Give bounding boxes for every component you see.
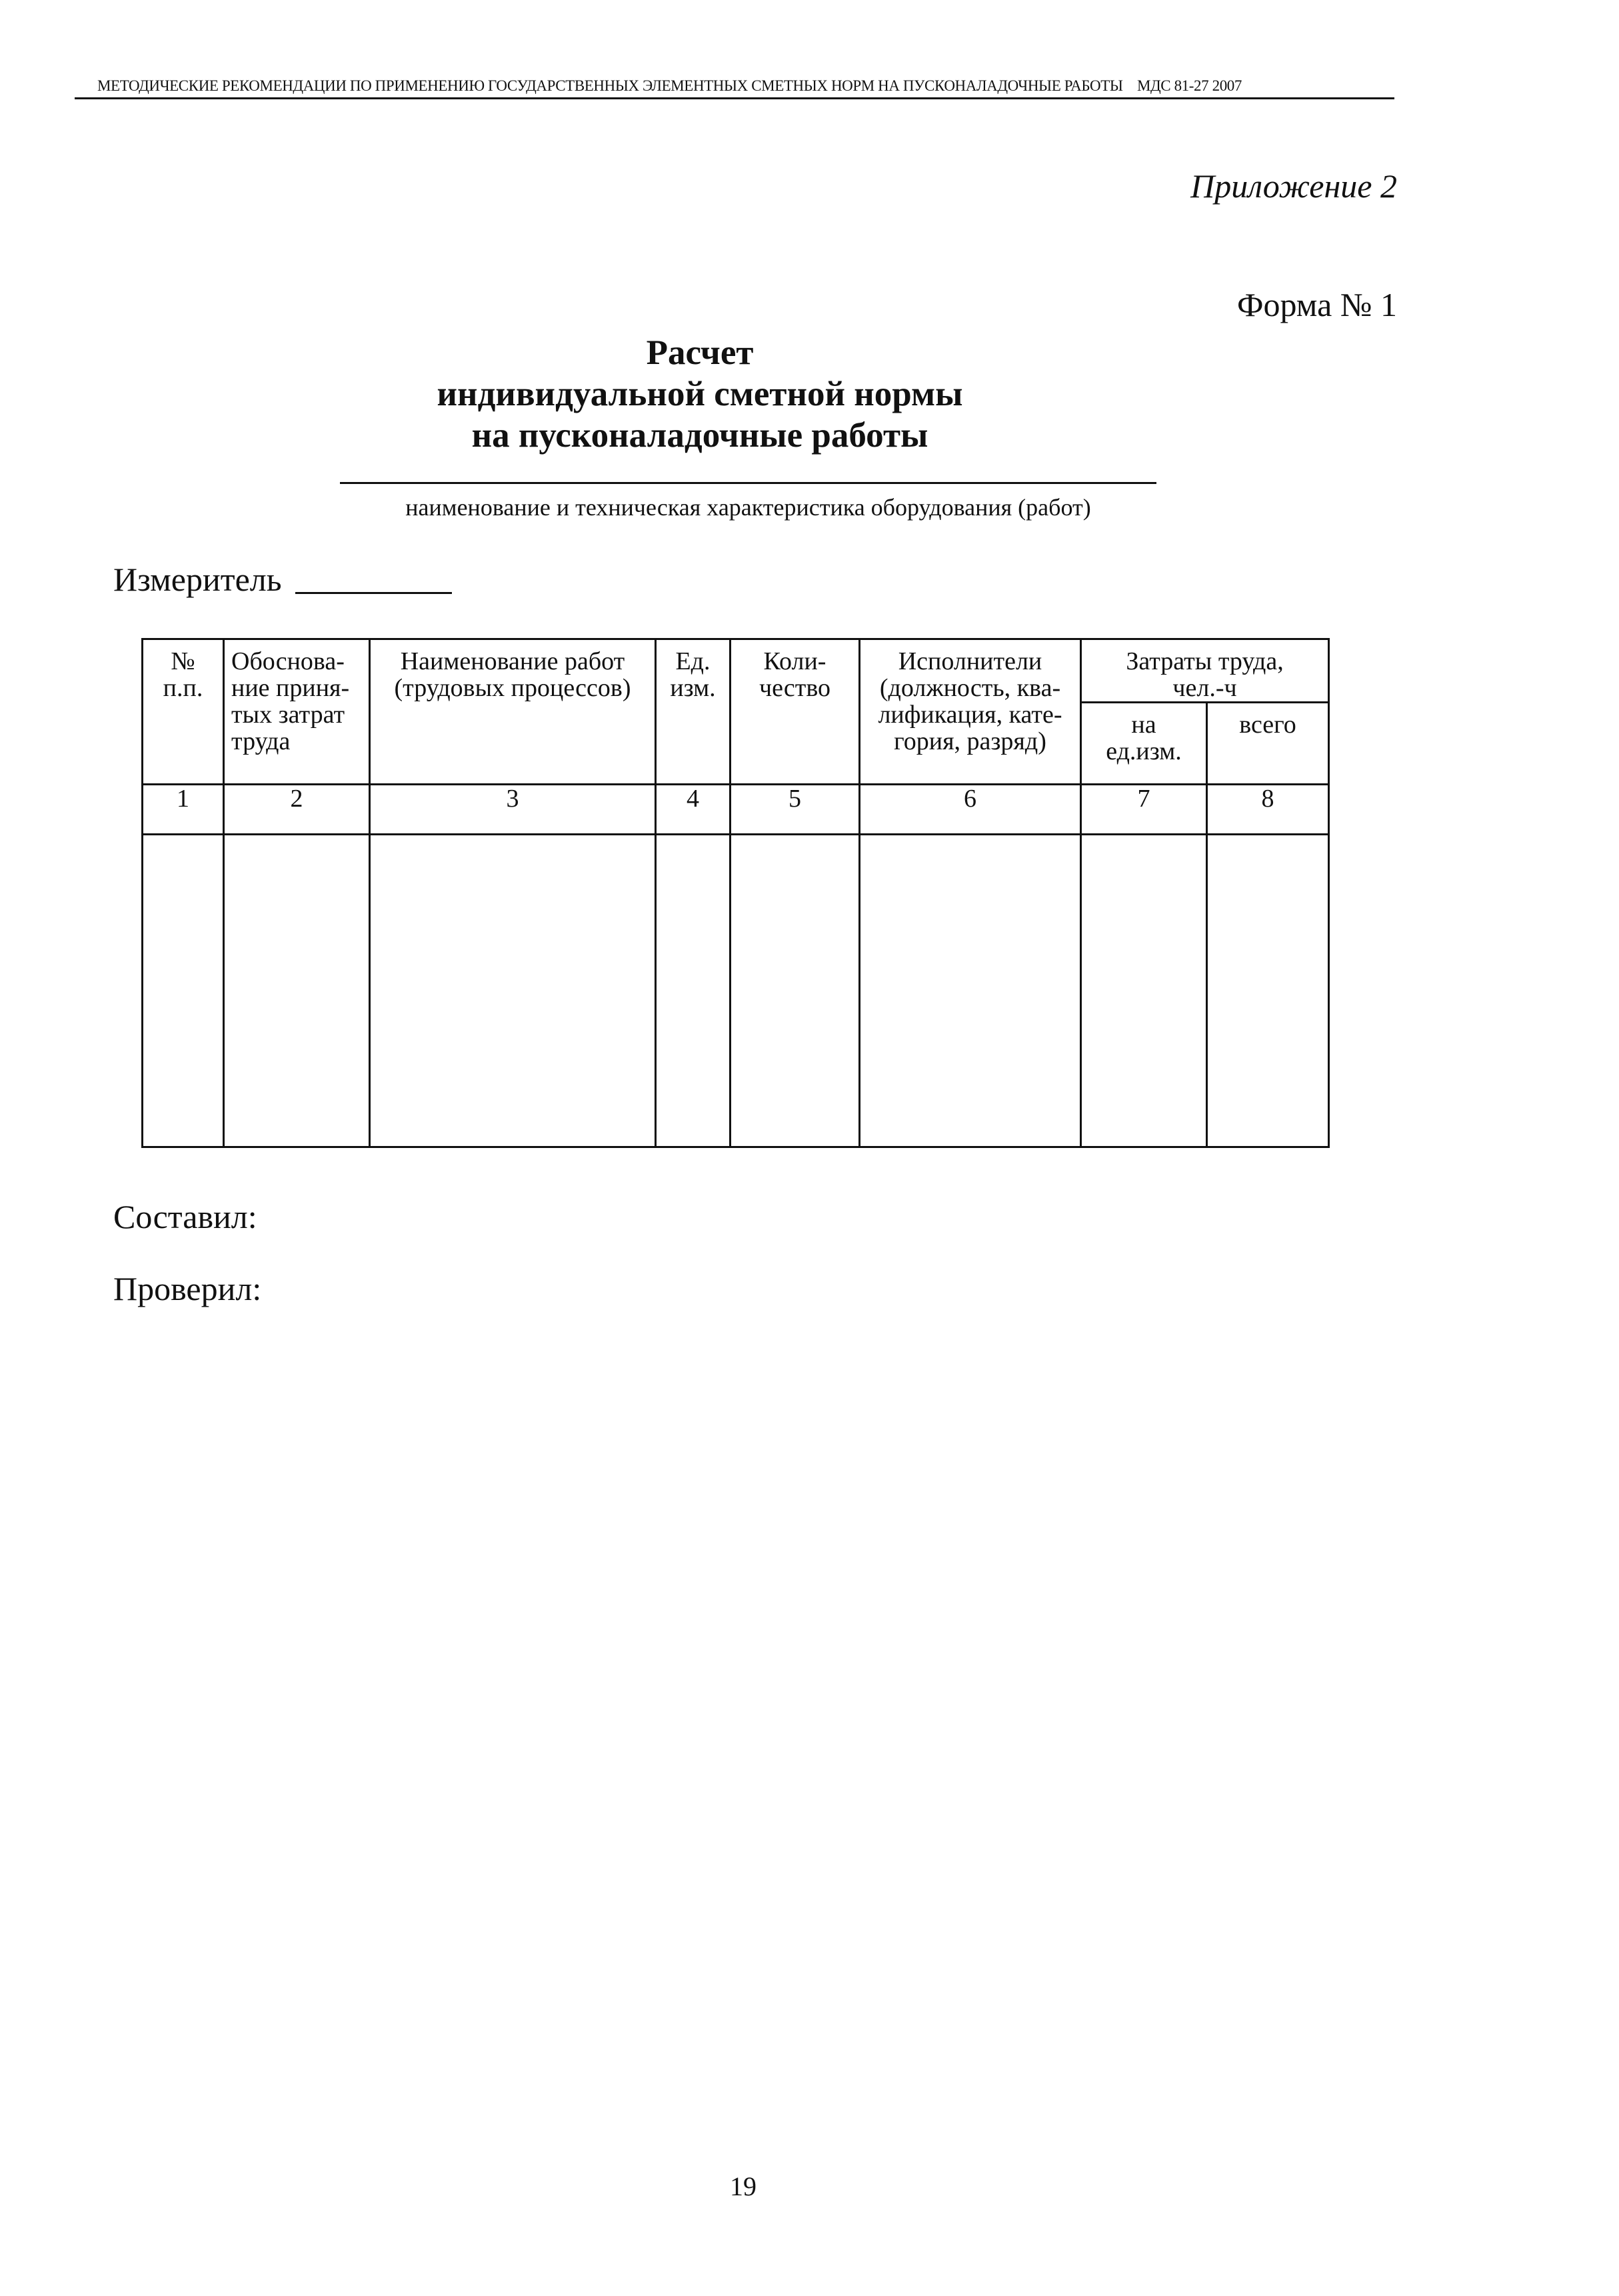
- checked-by-label: Проверил:: [113, 1270, 262, 1307]
- table-header-row: [143, 639, 1329, 703]
- table-body-row: [143, 835, 1329, 1147]
- header-cell-unit: Ед. изм.: [656, 639, 731, 785]
- column-number: 3: [370, 785, 656, 835]
- header-cell-justification: Обоснова- ние приня- тых затрат труда: [224, 639, 370, 785]
- header-cell-quantity: Коли- чество: [731, 639, 860, 785]
- page-number: 19: [730, 2171, 757, 2201]
- header-cell-per-unit: на ед.изм.: [1081, 703, 1207, 785]
- equipment-name-caption: наименование и техническая характеристика оборудования (работ): [405, 494, 1091, 521]
- form-number: Форма № 1: [1237, 286, 1397, 323]
- header-code: МДС 81-27 2007: [1136, 77, 1242, 94]
- equipment-name-line: [340, 482, 1156, 484]
- title-line-2: индивидуальной сметной нормы: [437, 375, 963, 413]
- empty-cell: [143, 835, 224, 1147]
- document-title: [267, 332, 1133, 456]
- empty-cell: [1081, 835, 1207, 1147]
- compiled-by-label: Составил:: [113, 1198, 257, 1235]
- column-number: 7: [1081, 785, 1207, 835]
- header-title: МЕТОДИЧЕСКИЕ РЕКОМЕНДАЦИИ ПО ПРИМЕНЕНИЮ ГОСУДАРСТВЕННЫХ ЭЛЕМЕНТНЫХ СМЕТНЫХ НОРМ НА ПУСКОНАЛАДОЧНЫЕ РАБОТЫ: [97, 77, 1123, 94]
- column-number: 2: [224, 785, 370, 835]
- measure-label: Измеритель: [113, 561, 282, 598]
- measure-blank-line: [295, 592, 452, 594]
- column-number-row: [143, 785, 1329, 835]
- header-cell-total: всего: [1207, 703, 1329, 785]
- empty-cell: [656, 835, 731, 1147]
- header-cell-number: № п.п.: [143, 639, 224, 785]
- column-number: 8: [1207, 785, 1329, 835]
- empty-cell: [860, 835, 1081, 1147]
- empty-cell: [1207, 835, 1329, 1147]
- header-rule: [75, 97, 1394, 99]
- header-cell-labor-costs: Затраты труда, чел.-ч: [1081, 639, 1329, 703]
- document-header: [97, 77, 1370, 95]
- column-number: 6: [860, 785, 1081, 835]
- empty-cell: [731, 835, 860, 1147]
- empty-cell: [224, 835, 370, 1147]
- column-number: 5: [731, 785, 860, 835]
- empty-cell: [370, 835, 656, 1147]
- header-cell-work-name: Наименование работ (трудовых процессов): [370, 639, 656, 785]
- appendix-label: Приложение 2: [1190, 167, 1397, 205]
- column-number: 1: [143, 785, 224, 835]
- header-cell-performers: Исполнители (должность, ква- лификация, кате- гория, разряд): [860, 639, 1081, 785]
- column-number: 4: [656, 785, 731, 835]
- title-line-1: Расчет: [646, 333, 754, 372]
- title-line-3: на пусконаладочные работы: [471, 416, 928, 455]
- calculation-table: [141, 638, 1330, 1148]
